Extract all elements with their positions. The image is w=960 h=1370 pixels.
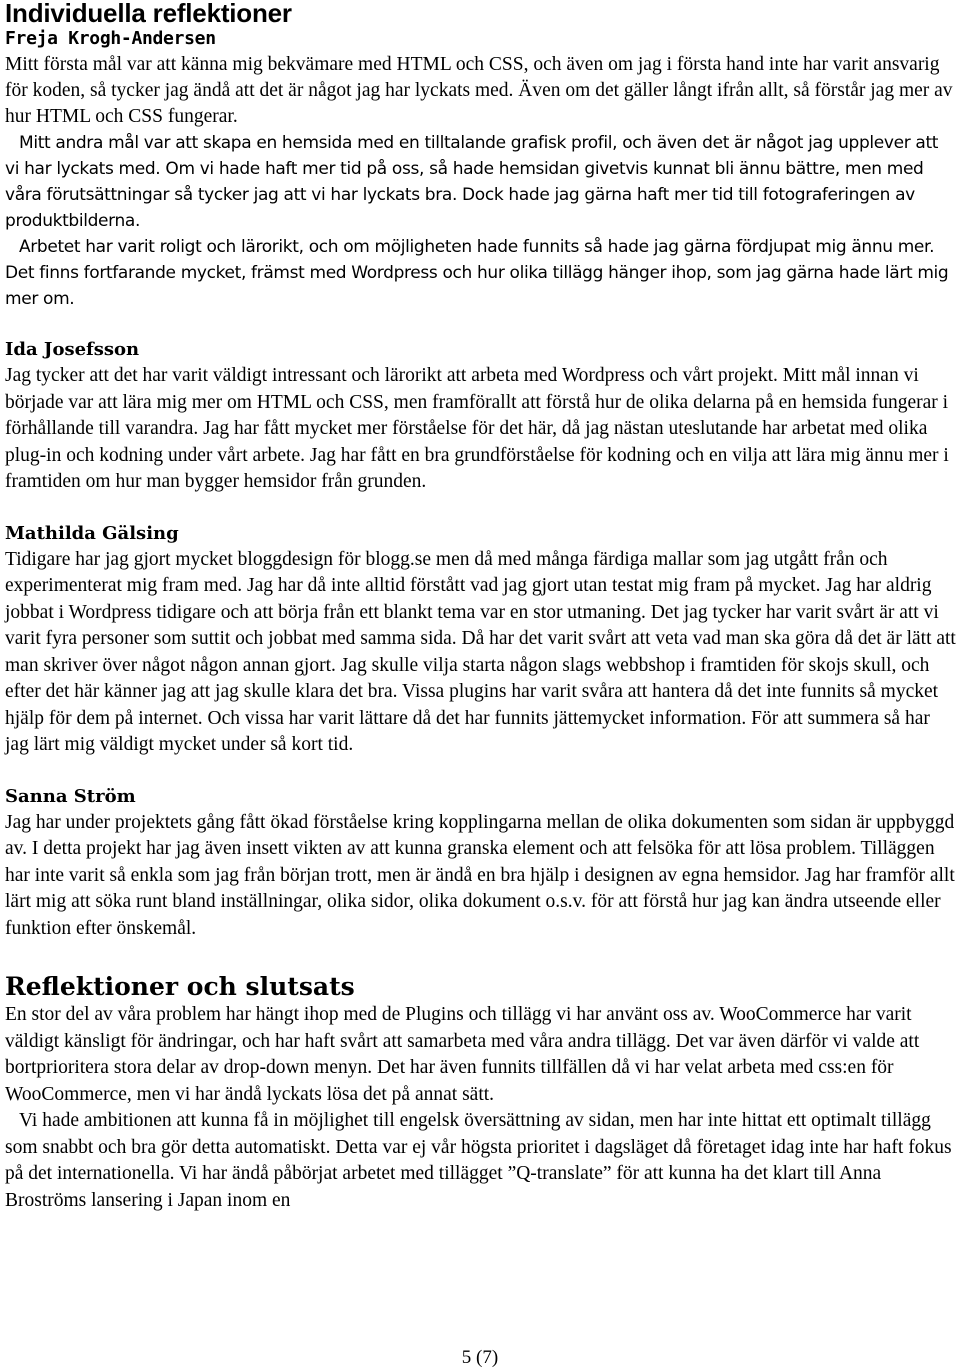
paragraph: Vi hade ambitionen att kunna få in möjlighet till engelsk översättning av sidan, men har inte hittat ett optimalt tillägg som snabbt och bra gör detta automatiskt. Detta var ej vår högsta prioritet i dagsläget då företaget idag inte har haft fokus på det internationella. Vi har ändå påbörjat arbetet med tillägget ”Q-translate” för att kunna ha det klart till Anna Broströms lansering i Japan inom en <box>5 1110 952 1211</box>
section-sanna <box>5 784 957 943</box>
section-mathilda <box>5 521 957 759</box>
section-freja <box>5 26 957 312</box>
author-name: Sanna Ström <box>5 785 136 807</box>
section-ida <box>5 337 957 496</box>
paragraph: Jag har under projektets gång fått ökad förståelse kring kopplingarna mellan de olika dokumenten som sidan är uppbyggd av. I detta projekt har jag även insett vikten av att kunna granska element och att felsöka för att lösa problem. Tilläggen har inte varit så enkla som jag från början trott, men är ändå en bra hjälp i designen av egna hemsidor. Jag har framför allt lärt mig att söka runt bland inställningar, olika sidor, olika dokument o.s.v. för att förstå hur jag kan ändra utseende eller funktion efter önskemål. <box>5 811 955 939</box>
paragraph: Tidigare har jag gjort mycket bloggdesign för blogg.se men då med många färdiga mallar som jag utgått från och experimenterat mig fram med. Jag har då inte alltid förstått vad jag gjort utan testat mig fram på mycket. Jag har aldrig jobbat i Wordpress tidigare och att börja från ett blankt tema var en stor utmaning. Det jag tycker har varit svårt är att vi varit fyra personer som suttit och jobbat med samma sida. Då har det varit svårt att veta vad man ska göra då det är lätt att man skriver över något någon annan gjort. Jag skulle vilja starta någon slags webbshop i framtiden för skojs skull, och efter det här känner jag att jag skulle klara det bra. Vissa plugins har varit svåra att hantera då det inte funnits så mycket hjälp för dem på internet. Och vissa har varit lättare då det har funnits jättemycket information. För att summera så har jag lärt mig väldigt mycket under så kort tid. <box>5 548 956 755</box>
page-number: 5 (7) <box>461 1347 499 1368</box>
author-name: Mathilda Gälsing <box>5 522 179 544</box>
paragraph: Mitt andra mål var att skapa en hemsida med en tilltalande grafisk profil, och även det är något jag upplever att vi har lyckats med. Om vi hade haft mer tid på oss, så hade hemsidan givetvis kunnat bli ännu bättre, men med våra förutsättningar så tycker jag att vi har lyckats bra. Dock hade jag gärna haft mer tid till fotograferingen av produktbilderna. <box>5 133 939 231</box>
conclusion-heading: Reflektioner och slutsats <box>5 972 355 1001</box>
paragraph: En stor del av våra problem har hängt ihop med de Plugins och tillägg vi har använt oss av. WooCommerce har varit väldigt känsligt för ändringar, och har haft svårt att samarbeta med våra andra tillägg. Det var även därför vi valde att bortprioritera stora delar av drop-down menyn. Det har även funnits tillfällen då vi har velat arbeta med css:en för WooCommerce, men vi har ändå lyckats lösa det på annat sätt. <box>5 1004 920 1105</box>
author-name: Freja Krogh-Andersen <box>5 28 216 49</box>
paragraph: Jag tycker att det har varit väldigt intressant och lärorikt att arbeta med Wordpress och vårt projekt. Mitt mål innan vi började var att lära mig mer om HTML och CSS, men framförallt att förstå hur de olika delarna på en hemsida fungerar i förhållande till varandra. Jag har fått mycket mer förståelse för det här, då jag nästan uteslutande har arbetat med olika plug-in och kodning under vårt arbete. Jag har fått en bra grundförståelse för kodning och en vilja att lära mig ännu mer i framtiden om hur man bygger hemsidor från grunden. <box>5 365 949 492</box>
author-name: Ida Josefsson <box>5 339 140 360</box>
paragraph: Mitt första mål var att känna mig bekvämare med HTML och CSS, och även om jag i första hand inte har varit ansvarig för koden, så tycker jag ändå att det är något jag har lyckats med. Även om det gäller långt ifrån allt, så förstår jag mer av hur HTML och CSS fungerar. <box>5 54 953 127</box>
section-conclusion <box>5 972 957 1214</box>
document-page <box>5 0 957 1214</box>
page-heading: Individuella reflektioner <box>5 0 292 28</box>
paragraph: Arbetet har varit roligt och lärorikt, och om möjligheten hade funnits så hade jag gärna fördjupat mig ännu mer. Det finns fortfarande mycket, främst med Wordpress och hur olika tillägg hänger ihop, som jag gärna hade lärt mig mer om. <box>5 237 949 309</box>
